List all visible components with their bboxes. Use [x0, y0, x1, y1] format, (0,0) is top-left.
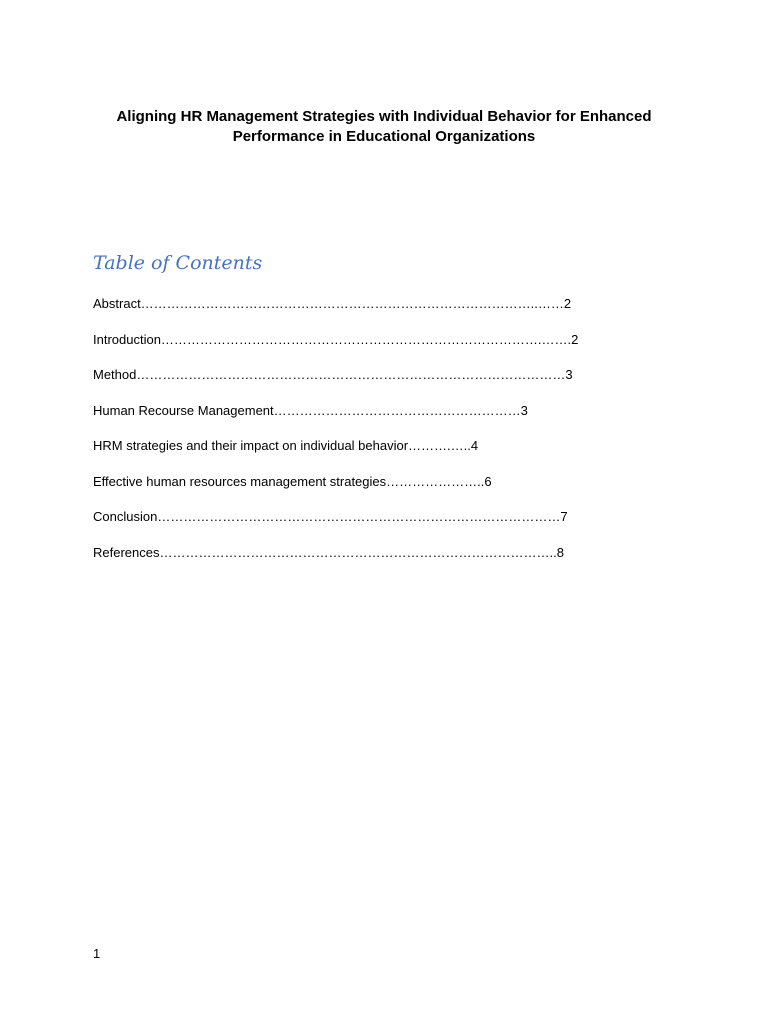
- toc-heading: Table of Contents: [93, 252, 263, 274]
- toc-entry-introduction: Introduction…………………………………………………………………………….…….2: [93, 331, 579, 347]
- toc-entry-method: Method………………………………………………………………………………………3: [93, 367, 573, 382]
- document-title: [80, 107, 688, 147]
- document-title-line-1: Aligning HR Management Strategies with Individual Behavior for Enhanced: [116, 108, 652, 125]
- toc-entry-human-recourse-management: Human Recourse Management…………………………………………………3: [93, 402, 528, 418]
- toc-entry-hrm-strategies: HRM strategies and their impact on individual behavior……….…..4: [93, 438, 479, 453]
- page-number: 1: [93, 946, 101, 961]
- toc-entry-references: References………………………………………………………………………………..8: [93, 544, 564, 560]
- toc-entry-conclusion: Conclusion…………………………………………………………………………………7: [93, 509, 568, 524]
- table-of-contents: [93, 295, 579, 579]
- toc-entry-abstract: Abstract………………………………………………………………………………..……2: [93, 296, 572, 311]
- document-title-line-2: Performance in Educational Organizations: [232, 128, 536, 145]
- toc-entry-effective-hr-strategies: Effective human resources management strategies…………………..6: [93, 473, 492, 489]
